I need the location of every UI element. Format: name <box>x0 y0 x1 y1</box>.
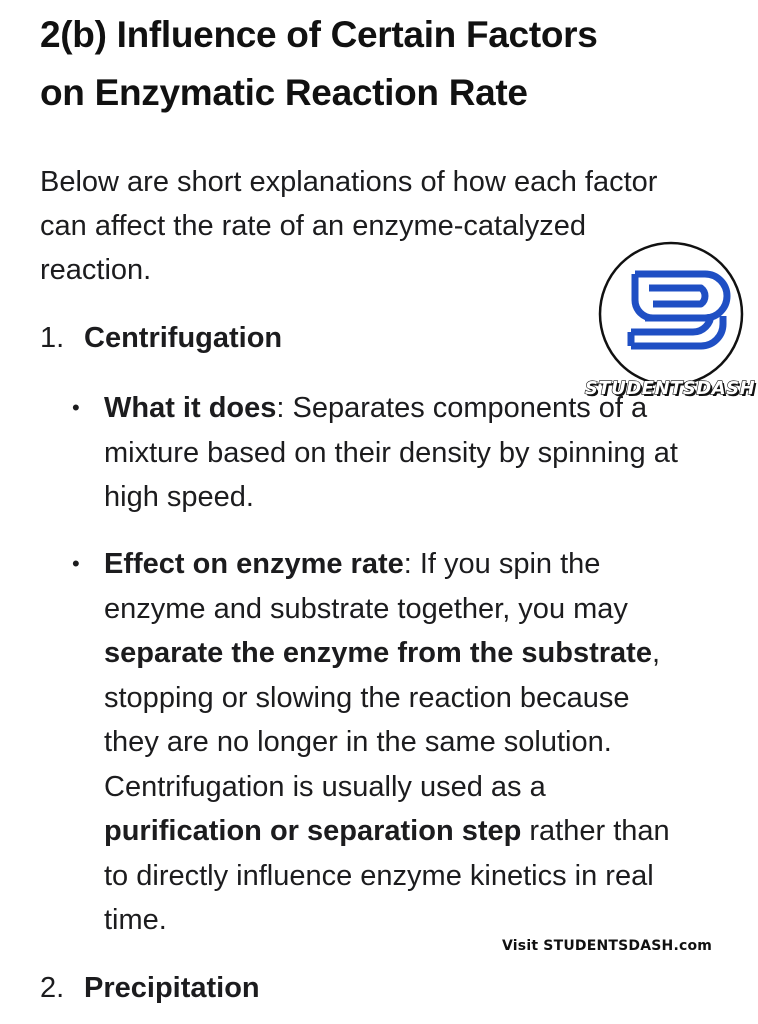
title-line-1: 2(b) Influence of Certain Factors <box>40 14 598 55</box>
bullet-emphasis: purification or separation step <box>104 815 522 847</box>
bullet-marker: • <box>72 551 80 576</box>
page-title <box>40 6 740 122</box>
bullet-text: : If you spin the enzyme and substrate together, you may <box>104 548 628 625</box>
bullet-effect-on-enzyme-rate <box>104 542 684 943</box>
bullet-what-it-does <box>104 386 684 520</box>
section-name: Precipitation <box>84 972 260 1004</box>
watermark-visit-link: Visit STUDENTSDASH.com <box>502 938 713 954</box>
bullet-label: Effect on enzyme rate <box>104 548 404 580</box>
bullet-text: : Separates components of a mixture based on their density by spinning at high speed. <box>104 392 678 513</box>
bullet-text: rather than to directly influence enzyme kinetics in real time. <box>104 815 670 936</box>
watermark-brand-text: STUDENTSDASH <box>584 378 756 399</box>
bullet-marker: • <box>72 395 80 420</box>
bullet-text: , stopping or slowing the reaction because they are no longer in the same solution. Centrifugation is usually used as a <box>104 637 661 803</box>
section-name: Centrifugation <box>84 322 283 354</box>
studentsdash-logo-icon <box>597 240 745 388</box>
bullet-label: What it does <box>104 392 277 424</box>
intro-paragraph: Below are short explanations of how each factor can affect the rate of an enzyme-catalyzed reaction. <box>40 166 658 286</box>
section-number: 2. <box>40 972 65 1004</box>
bullet-emphasis: separate the enzyme from the substrate <box>104 637 652 669</box>
section-heading-precipitation <box>40 966 260 1010</box>
title-line-2: on Enzymatic Reaction Rate <box>40 72 528 113</box>
section-number: 1. <box>40 322 65 354</box>
section-heading-centrifugation <box>40 316 282 360</box>
